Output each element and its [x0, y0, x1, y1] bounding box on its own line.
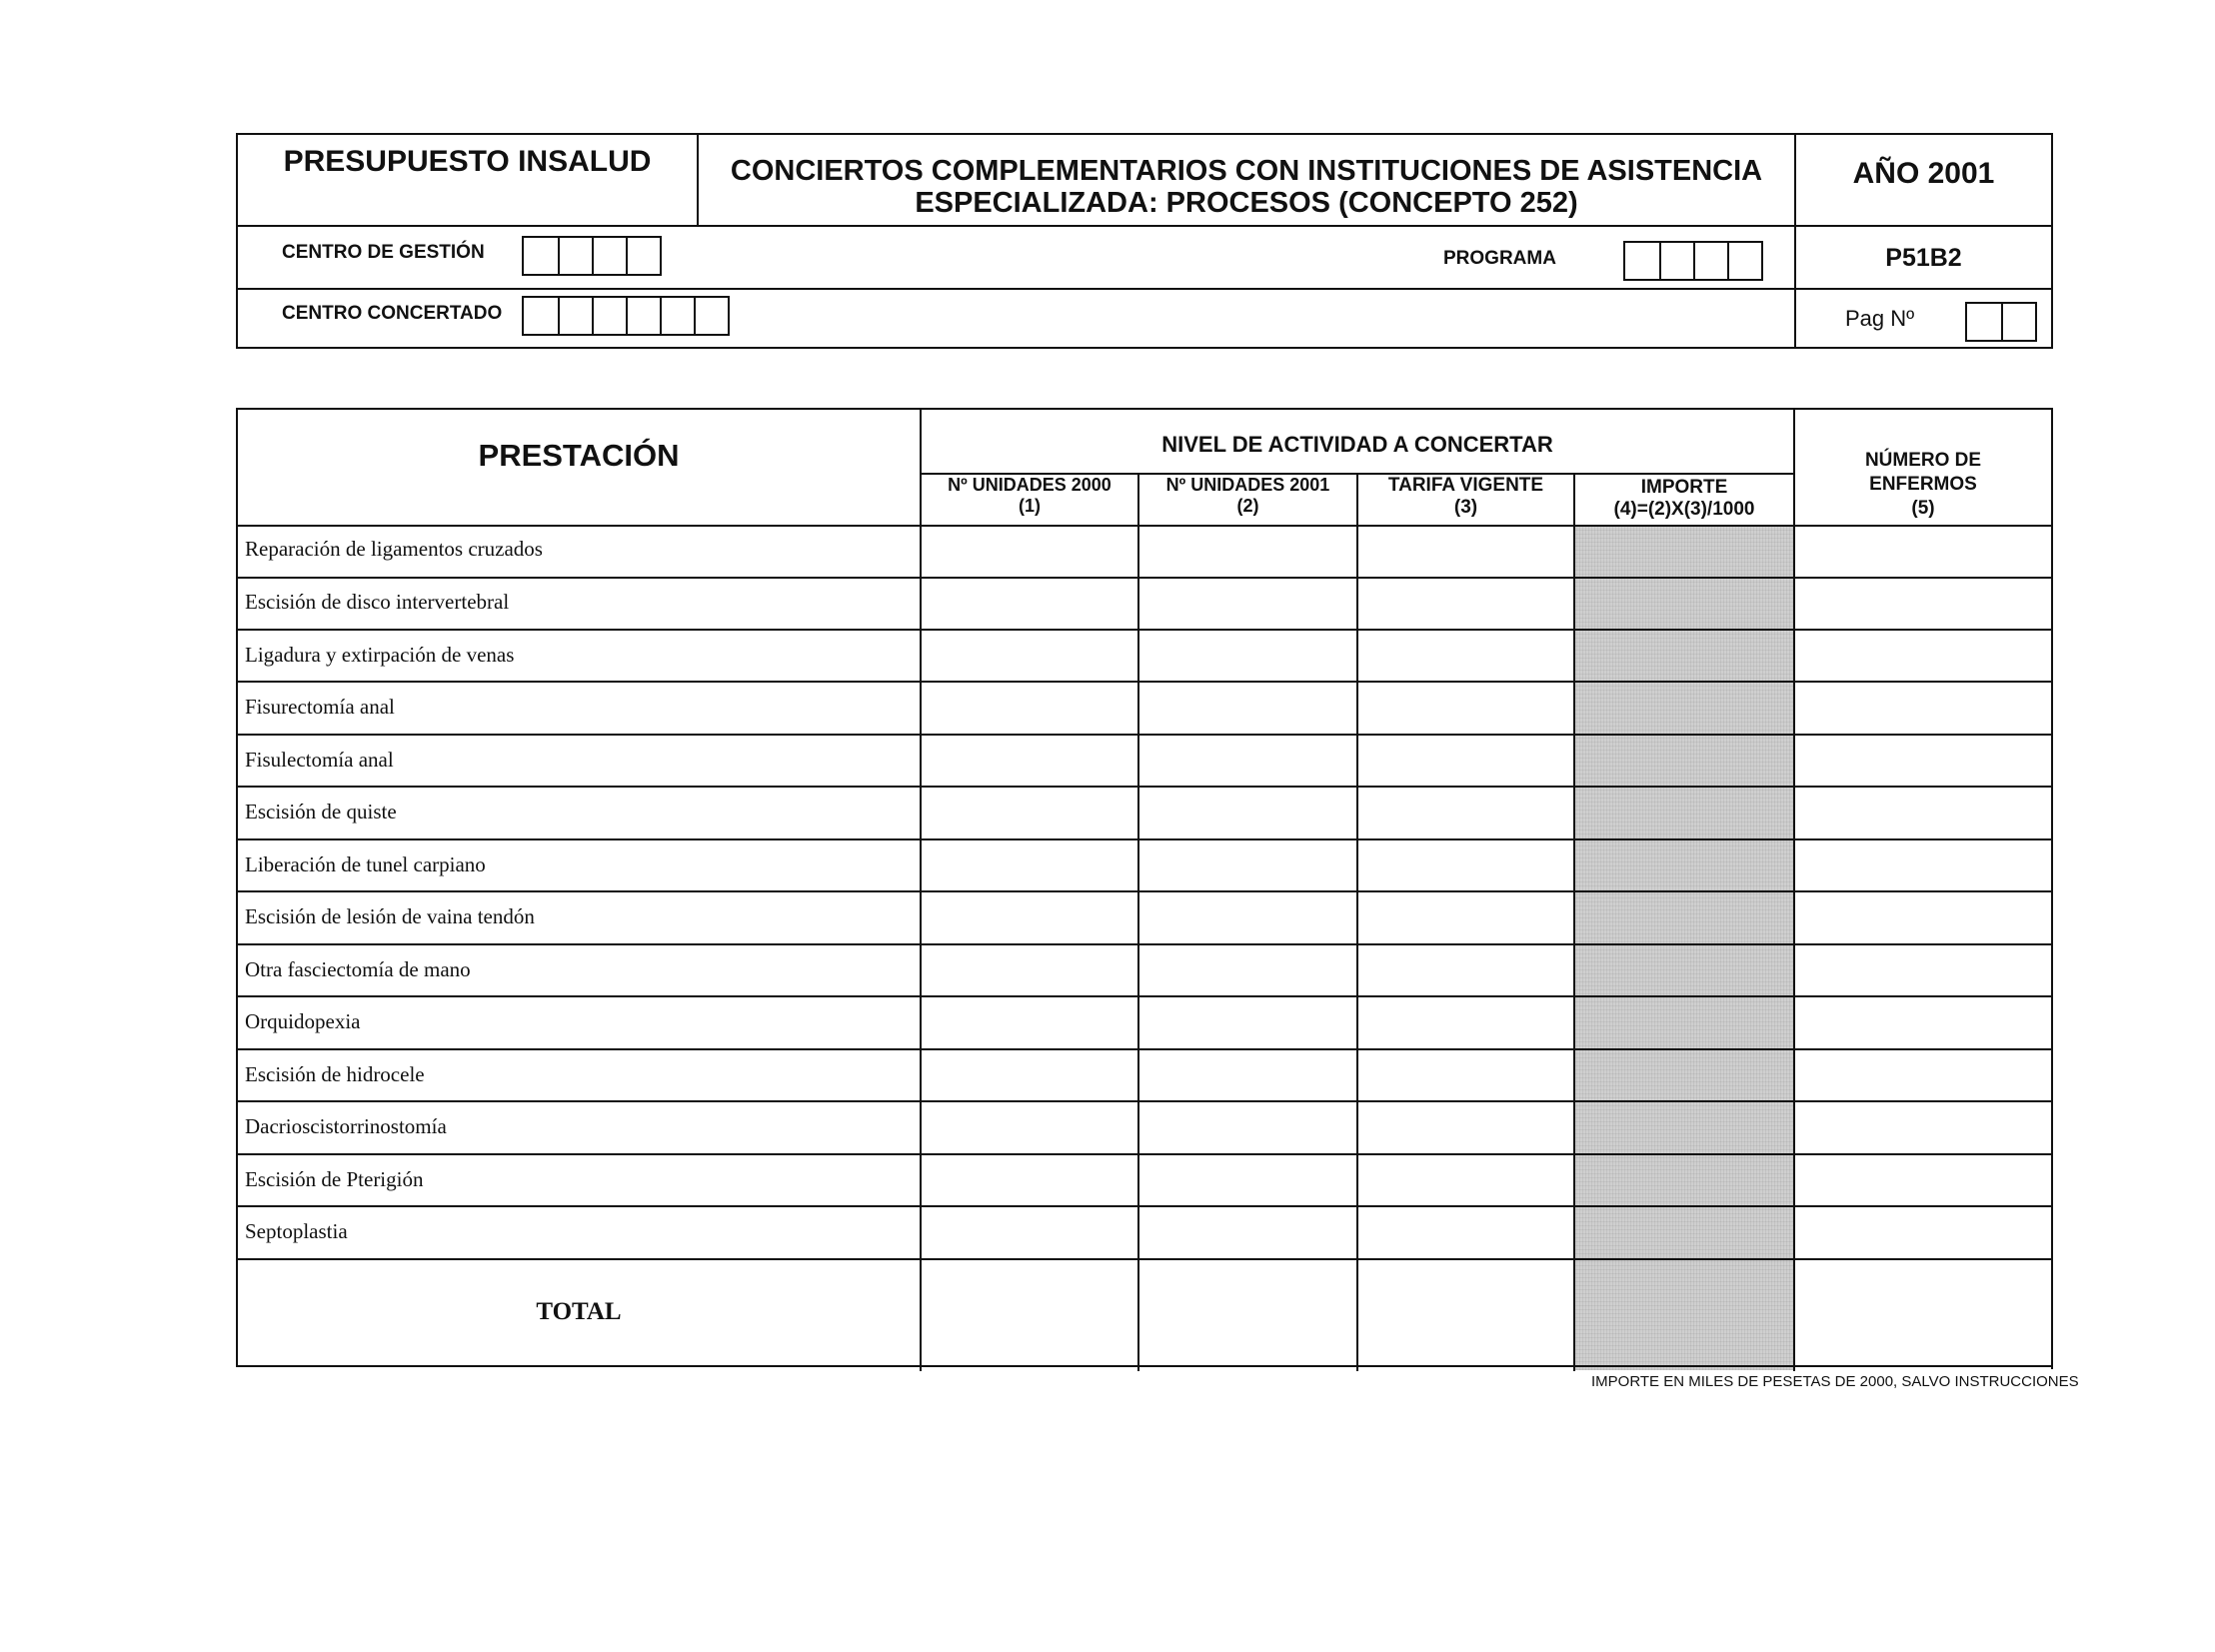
- col-header-importe: IMPORTE (4)=(2)X(3)/1000: [1613, 477, 1755, 520]
- row-label: Fisurectomía anal: [245, 695, 395, 719]
- row-label: Escisión de Pterigión: [245, 1167, 424, 1191]
- col-header-numero-enfermos: NÚMERO DE ENFERMOS (5): [1864, 450, 1982, 519]
- row-label: Escisión de hidrocele: [245, 1062, 425, 1086]
- col-divider-3: [1573, 473, 1575, 1371]
- row-label: Escisión de lesión de vaina tendón: [245, 904, 535, 928]
- header-top-border: [236, 133, 2053, 135]
- centro-gestion-label: CENTRO DE GESTIÓN: [282, 242, 485, 263]
- header-divider-2: [236, 288, 2053, 290]
- col-divider-1: [1137, 473, 1139, 1371]
- col-divider-2: [1356, 473, 1358, 1371]
- footer-note: IMPORTE EN MILES DE PESETAS DE 2000, SALVO INSTRUCCIONES: [1591, 1373, 2079, 1390]
- importe-shaded-column: [1573, 527, 1793, 1370]
- year-title: AÑO 2001: [1852, 157, 1995, 190]
- row-label: Septoplastia: [245, 1219, 348, 1243]
- col-divider-prestacion: [920, 408, 922, 1371]
- row-label: Otra fasciectomía de mano: [245, 957, 471, 981]
- col-header-unidades-2000: Nº UNIDADES 2000 (1): [948, 475, 1111, 516]
- table-bottom-border: [236, 1365, 2053, 1367]
- programa-input[interactable]: [1623, 241, 1763, 281]
- left-title: PRESUPUESTO INSALUD: [283, 145, 652, 178]
- centro-gestion-input[interactable]: [522, 236, 662, 276]
- row-label: Reparación de ligamentos cruzados: [245, 537, 543, 561]
- row-label: Escisión de quiste: [245, 800, 397, 824]
- col-divider-4: [1793, 408, 1795, 1371]
- programa-label: PROGRAMA: [1443, 248, 1556, 269]
- table-left-border: [236, 408, 238, 1365]
- center-title: [699, 155, 1794, 219]
- header-bottom-border: [236, 347, 2053, 349]
- table-top-border: [236, 408, 2053, 410]
- header-right-border: [2051, 133, 2053, 349]
- row-label: Fisulectomía anal: [245, 748, 394, 772]
- page-number-input[interactable]: [1965, 302, 2037, 342]
- col-header-tarifa-vigente: TARIFA VIGENTE (3): [1387, 475, 1544, 518]
- centro-concertado-label: CENTRO CONCERTADO: [282, 303, 503, 324]
- row-label: Dacrioscistorrinostomía: [245, 1114, 447, 1138]
- row-label: Liberación de tunel carpiano: [245, 852, 486, 876]
- page-number-label: Pag Nº: [1845, 306, 1915, 331]
- form-code: P51B2: [1885, 244, 1962, 272]
- total-label: TOTAL: [536, 1298, 622, 1325]
- table-right-border: [2051, 408, 2053, 1369]
- col-header-unidades-2001: Nº UNIDADES 2001 (2): [1165, 475, 1330, 516]
- centro-concertado-input[interactable]: [522, 296, 730, 336]
- center-title-line2: ESPECIALIZADA: PROCESOS (CONCEPTO 252): [915, 187, 1578, 219]
- nivel-actividad-header: NIVEL DE ACTIVIDAD A CONCERTAR: [1161, 432, 1553, 457]
- row-label: Orquidopexia: [245, 1009, 361, 1033]
- header-divider-1: [236, 225, 2053, 227]
- center-title-line1: CONCIERTOS COMPLEMENTARIOS CON INSTITUCIONES DE ASISTENCIA: [730, 155, 1763, 187]
- row-label: Ligadura y extirpación de venas: [245, 643, 515, 667]
- row-label: Escisión de disco intervertebral: [245, 590, 510, 614]
- prestacion-header: PRESTACIÓN: [478, 438, 680, 473]
